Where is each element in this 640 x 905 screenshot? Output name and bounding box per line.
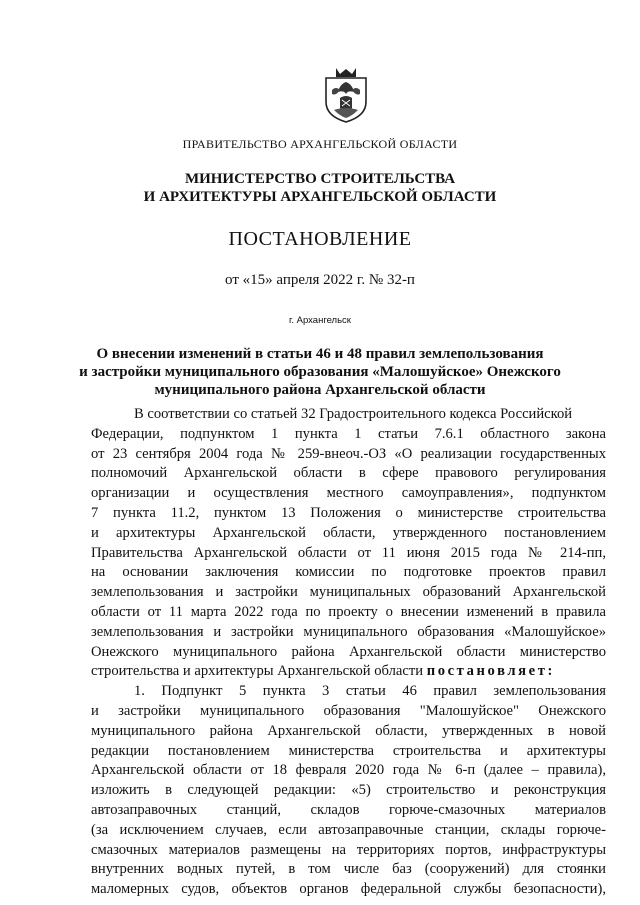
ministry-title-line1: МИНИСТЕРСТВО СТРОИТЕЛЬСТВА xyxy=(184,171,456,187)
body-line: В соответствии со статьей 32 Градостроительного кодекса Российской xyxy=(134,406,573,422)
item-1-line: автозаправочных станций, складов горюче-смазочных материалов xyxy=(91,801,606,818)
ministry-title-line2: И АРХИТЕКТУРЫ АРХАНГЕЛЬСКОЙ ОБЛАСТИ xyxy=(143,189,497,205)
item-1-line: и застройки муниципального образования "Малошуйское" Онежского xyxy=(91,702,606,719)
body-line: от 23 сентября 2004 года № 259-внеоч.-ОЗ «О реализации государственных xyxy=(91,445,606,462)
item-1-line: смазочных материалов размещены на территориях портов, инфраструктуры xyxy=(91,841,606,858)
body-line: полномочий Архангельской области в сфере правового регулирования xyxy=(91,465,606,482)
body-line: Федерации, подпунктом 1 пункта 1 статьи 7.6.1 областного закона xyxy=(91,425,606,442)
item-1-line: редакции постановлением министерства строительства и архитектуры xyxy=(91,742,606,759)
item-1-line: внутренних водных путей, в том числе баз (сооружений) для стоянки xyxy=(91,861,606,878)
decree-word: постановляет: xyxy=(426,663,555,680)
body-line: Онежского муниципального района Архангельской области министерство xyxy=(91,643,606,660)
subject-line1: О внесении изменений в статьи 46 и 48 правил землепользования xyxy=(96,346,544,362)
item-1-line: Архангельской области от 18 февраля 2020 года № 6-п (далее – правила), xyxy=(91,762,606,779)
subject-line2: и застройки муниципального образования «Малошуйское» Онежского xyxy=(79,364,561,380)
body-line: области от 11 марта 2022 года по проекту о внесении изменений в правила xyxy=(91,603,606,620)
government-title: ПРАВИТЕЛЬСТВО АРХАНГЕЛЬСКОЙ ОБЛАСТИ xyxy=(182,137,458,151)
subject-title xyxy=(0,345,640,399)
body-line-text: строительства и архитектуры Архангельской области xyxy=(91,663,424,680)
body-line-final xyxy=(91,662,606,682)
body-line: землепользования и застройки муниципального образования «Малошуйское» xyxy=(91,623,606,640)
body-line: 7 пункта 11.2, пунктом 13 Положения о министерстве строительства xyxy=(91,504,606,521)
subject-line3: муниципального района Архангельской области xyxy=(154,382,486,398)
body-line: организации и осуществления местного самоуправления», подпунктом xyxy=(91,485,606,502)
coat-of-arms-emblem xyxy=(322,64,370,124)
ministry-title xyxy=(0,170,640,206)
item-1-line: (за исключением случаев, если автозаправочные станции, склады горюче- xyxy=(91,821,606,838)
city: г. Архангельск xyxy=(289,315,351,326)
body-line: и архитектуры Архангельской области, утвержденного постановлением xyxy=(91,524,606,541)
item-1-line: 1. Подпункт 5 пункта 3 статьи 46 правил землепользования xyxy=(134,683,606,700)
body-line: землепользования и застройки муниципальных образований Архангельской xyxy=(91,584,606,601)
item-1-line: изложить в следующей редакции: «5) строительство и реконструкция xyxy=(91,782,606,799)
body-line: на основании заключения комиссии по подготовке проектов правил xyxy=(91,564,606,581)
body-line: Правительства Архангельской области от 11 июня 2015 года № 214-пп, xyxy=(91,544,606,561)
date-and-number: от «15» апреля 2022 г. № 32-п xyxy=(225,272,415,288)
item-1-line: муниципального района Архангельской области, утвержденных в новой xyxy=(91,722,606,739)
document-body xyxy=(91,405,606,900)
document-type: ПОСТАНОВЛЕНИЕ xyxy=(228,228,412,250)
item-1-line: маломерных судов, объектов органов федеральной службы безопасности), xyxy=(91,881,606,898)
